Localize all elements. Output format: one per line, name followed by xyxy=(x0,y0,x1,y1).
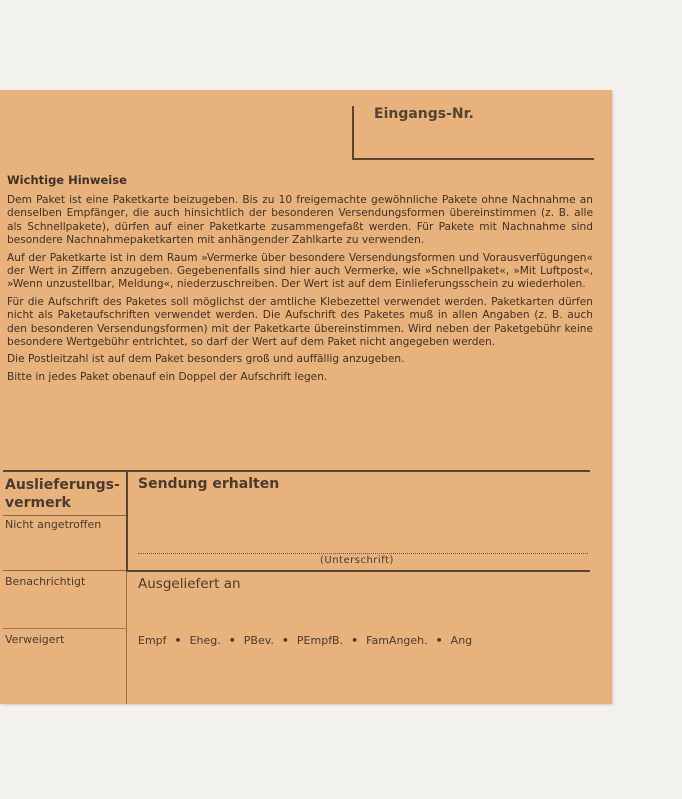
auslieferungsvermerk-line1: Auslieferungs- xyxy=(5,477,120,493)
auslieferung-section xyxy=(0,470,590,704)
column-divider xyxy=(126,470,128,570)
hinweise-paragraph-4: Die Postleitzahl ist auf dem Paket besonders groß und auffällig anzugeben. xyxy=(7,353,405,366)
hinweise-text xyxy=(7,194,593,388)
separator-dot: • xyxy=(281,634,289,647)
recipient-famangeh: FamAngeh. xyxy=(366,634,428,647)
eingangs-nr-label: Eingangs-Nr. xyxy=(374,106,474,122)
auslieferungsvermerk-title xyxy=(5,476,120,512)
hinweise-paragraph-2: Auf der Paketkarte ist in dem Raum »Vermerke über besondere Versendungsformen und Vorausverfügungen« der Wert in Ziffern anzugeben. Gegebenenfalls sind hier auch Vermerke, wie »Schnellpaket«, »Mit Luftpost«, »Wenn unzustellbar, Meldung«, niederzuschreiben. Der Wert ist auf dem Einlieferungsschein zu wiederholen. xyxy=(7,251,593,291)
benachrichtigt-label: Benachrichtigt xyxy=(5,575,86,588)
recipient-empf: Empf xyxy=(138,634,167,647)
recipient-pbev: PBev. xyxy=(243,634,274,647)
separator-dot: • xyxy=(174,634,182,647)
recipient-pempfb: PEmpfB. xyxy=(296,634,344,647)
hinweise-paragraph-5: Bitte in jedes Paket obenauf ein Doppel der Aufschrift legen. xyxy=(7,370,328,383)
ausgeliefert-an-label: Ausgeliefert an xyxy=(138,576,241,592)
hinweise-paragraph-3: Für die Aufschrift des Paketes soll möglichst der amtliche Klebezettel verwendet werden. Paketkarten dürfen nicht als Paketaufschriften verwendet werden. Die Aufschrift des Paketes muß in allen Angaben (z. B. auch den besonderen Versendungsformen) mit der Paketkarte übereinstimmen. Wird neben der Paketgebühr keine besondere Wertgebühr entrichtet, so darf der Wert auf dem Paket nicht angegeben werden. xyxy=(7,295,593,349)
hinweise-paragraph-1: Dem Paket ist eine Paketkarte beizugeben. Bis zu 10 freigemachte gewöhnliche Pakete ohne Nachnahme an denselben Empfänger, die auch hinsichtlich der besonderen Versendungsformen übereinstimmen (z. B. alle als Schnellpakete), dürfen auf einer Paketkarte zusammengefaßt werden. Für Pakete mit Nachnahme sind besondere Nachnahmepaketkarten mit anhängender Zahlkarte zu verwenden. xyxy=(7,194,593,247)
sendung-erhalten-title: Sendung erhalten xyxy=(138,476,280,492)
section-middle-rule xyxy=(126,570,590,572)
left-rule-3 xyxy=(3,628,126,629)
recipient-eheg: Eheg. xyxy=(189,634,221,647)
left-rule-1 xyxy=(3,515,126,516)
signature-line xyxy=(138,553,588,554)
recipient-type-row xyxy=(138,634,472,647)
recipient-ang: Ang xyxy=(450,634,473,647)
separator-dot: • xyxy=(351,634,359,647)
parcel-card xyxy=(0,90,612,704)
nicht-angetroffen-label: Nicht angetroffen xyxy=(5,518,102,531)
separator-dot: • xyxy=(228,634,236,647)
separator-dot: • xyxy=(435,634,443,647)
hinweise-title: Wichtige Hinweise xyxy=(7,173,127,187)
section-top-rule xyxy=(3,470,590,472)
eingang-box xyxy=(352,106,594,160)
verweigert-label: Verweigert xyxy=(5,633,65,646)
column-divider-lower xyxy=(126,570,127,704)
auslieferungsvermerk-line2: vermerk xyxy=(5,495,71,511)
left-rule-2 xyxy=(3,570,126,571)
unterschrift-label: (Unterschrift) xyxy=(320,555,394,566)
